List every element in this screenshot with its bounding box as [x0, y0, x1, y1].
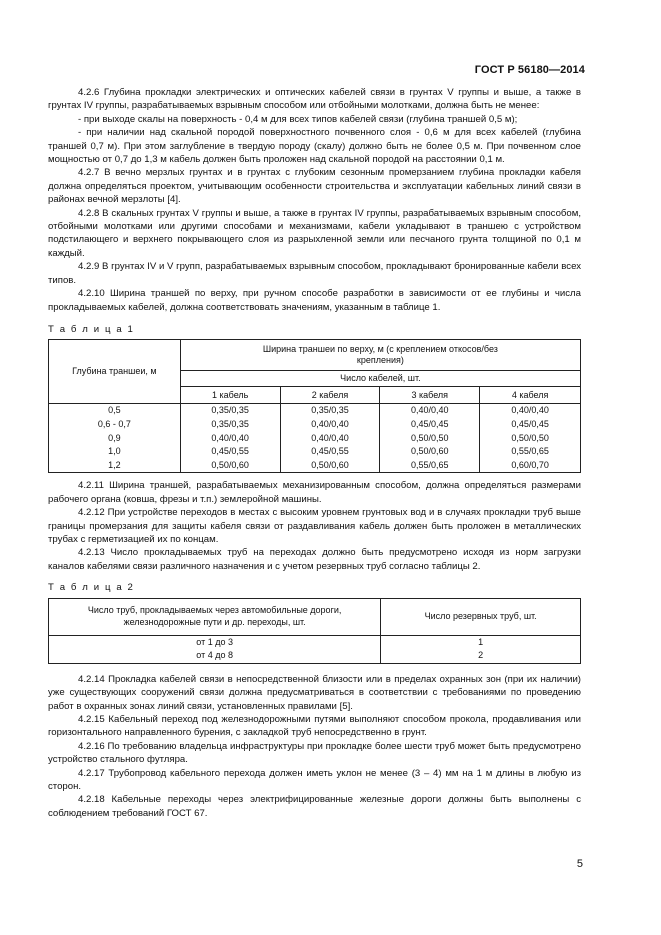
- value-cell: 0,40/0,40: [280, 432, 380, 446]
- value-cell: 0,55/0,65: [380, 459, 480, 473]
- paragraph-4-2-10: 4.2.10 Ширина траншей по верху, при ручном способе разработки в зависимости от ее глубины и числа прокладываемых кабелей, должна соответствовать значениям, указанным в таблице 1.: [48, 288, 581, 313]
- pipes-cell: от 4 до 8: [49, 649, 381, 663]
- paragraph-4-2-8: 4.2.8 В скальных грунтах V группы и выше, а также в грунтах IV группы, разрабатываемых взрывным способом, отбойными молотками или другими способами и механизмами, кабели укладывают в траншею с устройством подстилающего и верхнего покрывающего слоя из разрыхленной земли или песчаного грунта толщиной по 0,1 м каждый.: [48, 207, 581, 259]
- depth-header: Глубина траншеи, м: [49, 340, 181, 404]
- value-cell: 0,50/0,60: [280, 459, 380, 473]
- paragraph-4-2-15: 4.2.15 Кабельный переход под железнодорожными путями выполняют способом прокола, продавливания или горизонтального направленного бурения, с закладкой труб непосредственно в грунт.: [48, 713, 581, 739]
- page-number: 5: [576, 858, 583, 870]
- depth-cell: 1,2: [49, 459, 181, 473]
- value-cell: 0,35/0,35: [180, 404, 280, 418]
- value-cell: 0,45/0,55: [280, 445, 380, 459]
- paragraph-4-2-12: 4.2.12 При устройстве переходов в местах с высоким уровнем грунтовых вод и в случаях прокладки труб выше границы промерзания для защиты кабеля связи от раздавливания кабель должен быть проложен в металлических трубах с герметизацией их по концам.: [48, 507, 581, 545]
- depth-cell: 0,6 - 0,7: [49, 418, 181, 432]
- depth-cell: 1,0: [49, 445, 181, 459]
- paragraph-4-2-14: 4.2.14 Прокладка кабелей связи в непосредственной близости или в пределах охранных зон (при их наличии) уже существующих сооружений связи должна предусматриваться в соответствии с требованиями по проведению работ в охранных зонах линий связи, установленных правилами [5].: [48, 673, 581, 712]
- paragraph-4-2-6: 4.2.6 Глубина прокладки электрических и оптических кабелей связи в грунтах V группы и выше, а также в грунтах IV группы, разрабатываемых взрывным способом или отбойными молотками, должна быть не менее:: [48, 87, 581, 112]
- table-row: [49, 459, 581, 473]
- value-cell: 0,35/0,35: [180, 418, 280, 432]
- table-row: [49, 649, 581, 663]
- paragraph-list-item: - при выходе скалы на поверхность - 0,4 м для всех типов кабелей связи (глубина траншей 0,5 м);: [78, 113, 518, 125]
- value-cell: 0,50/0,50: [480, 432, 581, 446]
- table-row: [49, 418, 581, 432]
- table-1: [48, 339, 581, 473]
- paragraph-4-2-17: 4.2.17 Трубопровод кабельного перехода должен иметь уклон не менее (3 – 4) мм на 1 м длины в любую из сторон.: [48, 767, 581, 792]
- column-header: 3 кабеля: [380, 387, 480, 404]
- table2-caption: Т а б л и ц а 2: [48, 582, 135, 594]
- width-header: Ширина траншеи по верху, м (с креплением откосов/без крепления): [180, 340, 580, 371]
- reserve-cell: 2: [381, 649, 581, 663]
- value-cell: 0,35/0,35: [280, 404, 380, 418]
- value-cell: 0,40/0,40: [280, 418, 380, 432]
- pipes-cell: от 1 до 3: [49, 635, 381, 649]
- table-row: [49, 445, 581, 459]
- paragraph-4-2-11: 4.2.11 Ширина траншей, разрабатываемых механизированным способом, должна определяться размерами рабочего органа (ковша, фрезы и т.п.) землеройной машины.: [48, 480, 581, 505]
- document-body: [48, 86, 581, 820]
- value-cell: 0,40/0,40: [480, 404, 581, 418]
- value-cell: 0,50/0,50: [380, 432, 480, 446]
- paragraph-4-2-7: 4.2.7 В вечно мерзлых грунтах и в грунтах с глубоким сезонным промерзанием глубина прокладки кабеля должна определяться проектом, учитывающим особенности строительства и эксплуатации кабельных линий связи в районах вечной мерзлоты [4].: [48, 167, 581, 206]
- value-cell: 0,50/0,60: [180, 459, 280, 473]
- value-cell: 0,50/0,60: [380, 445, 480, 459]
- value-cell: 0,40/0,40: [180, 432, 280, 446]
- column-header: 1 кабель: [180, 387, 280, 404]
- count-header: Число кабелей, шт.: [180, 371, 580, 387]
- paragraph-4-2-18: 4.2.18 Кабельные переходы через электрифицированные железные дороги должны быть выполнены с соблюдением требований ГОСТ 67.: [48, 794, 581, 819]
- value-cell: 0,45/0,45: [380, 418, 480, 432]
- reserve-cell: 1: [381, 635, 581, 649]
- depth-cell: 0,9: [49, 432, 181, 446]
- pipes-header: Число труб, прокладываемых через автомобильные дороги, железнодорожные пути и др. переходы, шт.: [49, 598, 381, 635]
- table-row: [49, 404, 581, 418]
- column-header: 2 кабеля: [280, 387, 380, 404]
- paragraph-4-2-9: 4.2.9 В грунтах IV и V групп, разрабатываемых взрывным способом, прокладывают бронированные кабели всех типов.: [48, 261, 581, 286]
- table-row: [49, 635, 581, 649]
- table1-caption: Т а б л и ц а 1: [48, 323, 135, 335]
- table-2: [48, 598, 581, 664]
- value-cell: 0,60/0,70: [480, 459, 581, 473]
- value-cell: 0,45/0,55: [180, 445, 280, 459]
- value-cell: 0,40/0,40: [380, 404, 480, 418]
- paragraph-4-2-16: 4.2.16 По требованию владельца инфраструктуры при прокладке более шести труб может быть предусмотрено устройство стального футляра.: [48, 740, 581, 766]
- paragraph-4-2-13: 4.2.13 Число прокладываемых труб на переходах должно быть предусмотрено исходя из норм загрузки каналов кабелями связи различного назначения и с учетом резервных труб согласно таблицы 2.: [48, 547, 581, 572]
- reserve-header: Число резервных труб, шт.: [381, 598, 581, 635]
- value-cell: 0,55/0,65: [480, 445, 581, 459]
- column-header: 4 кабеля: [480, 387, 581, 404]
- table-row: [49, 432, 581, 446]
- value-cell: 0,45/0,45: [480, 418, 581, 432]
- paragraph-list-item: - при наличии над скальной породой поверхностного почвенного слоя - 0,6 м для всех кабелей (глубина траншей 0,7 м). При этом заглубление в твердую породу (скалу) должно быть не более 0,5 м. При почвенном слое мощностью от 0,7 до 1,3 м кабель должен быть проложен над скальной породой на расстоянии 0,1 м.: [48, 127, 581, 166]
- standard-header: ГОСТ Р 56180—2014: [474, 64, 585, 76]
- depth-cell: 0,5: [49, 404, 181, 418]
